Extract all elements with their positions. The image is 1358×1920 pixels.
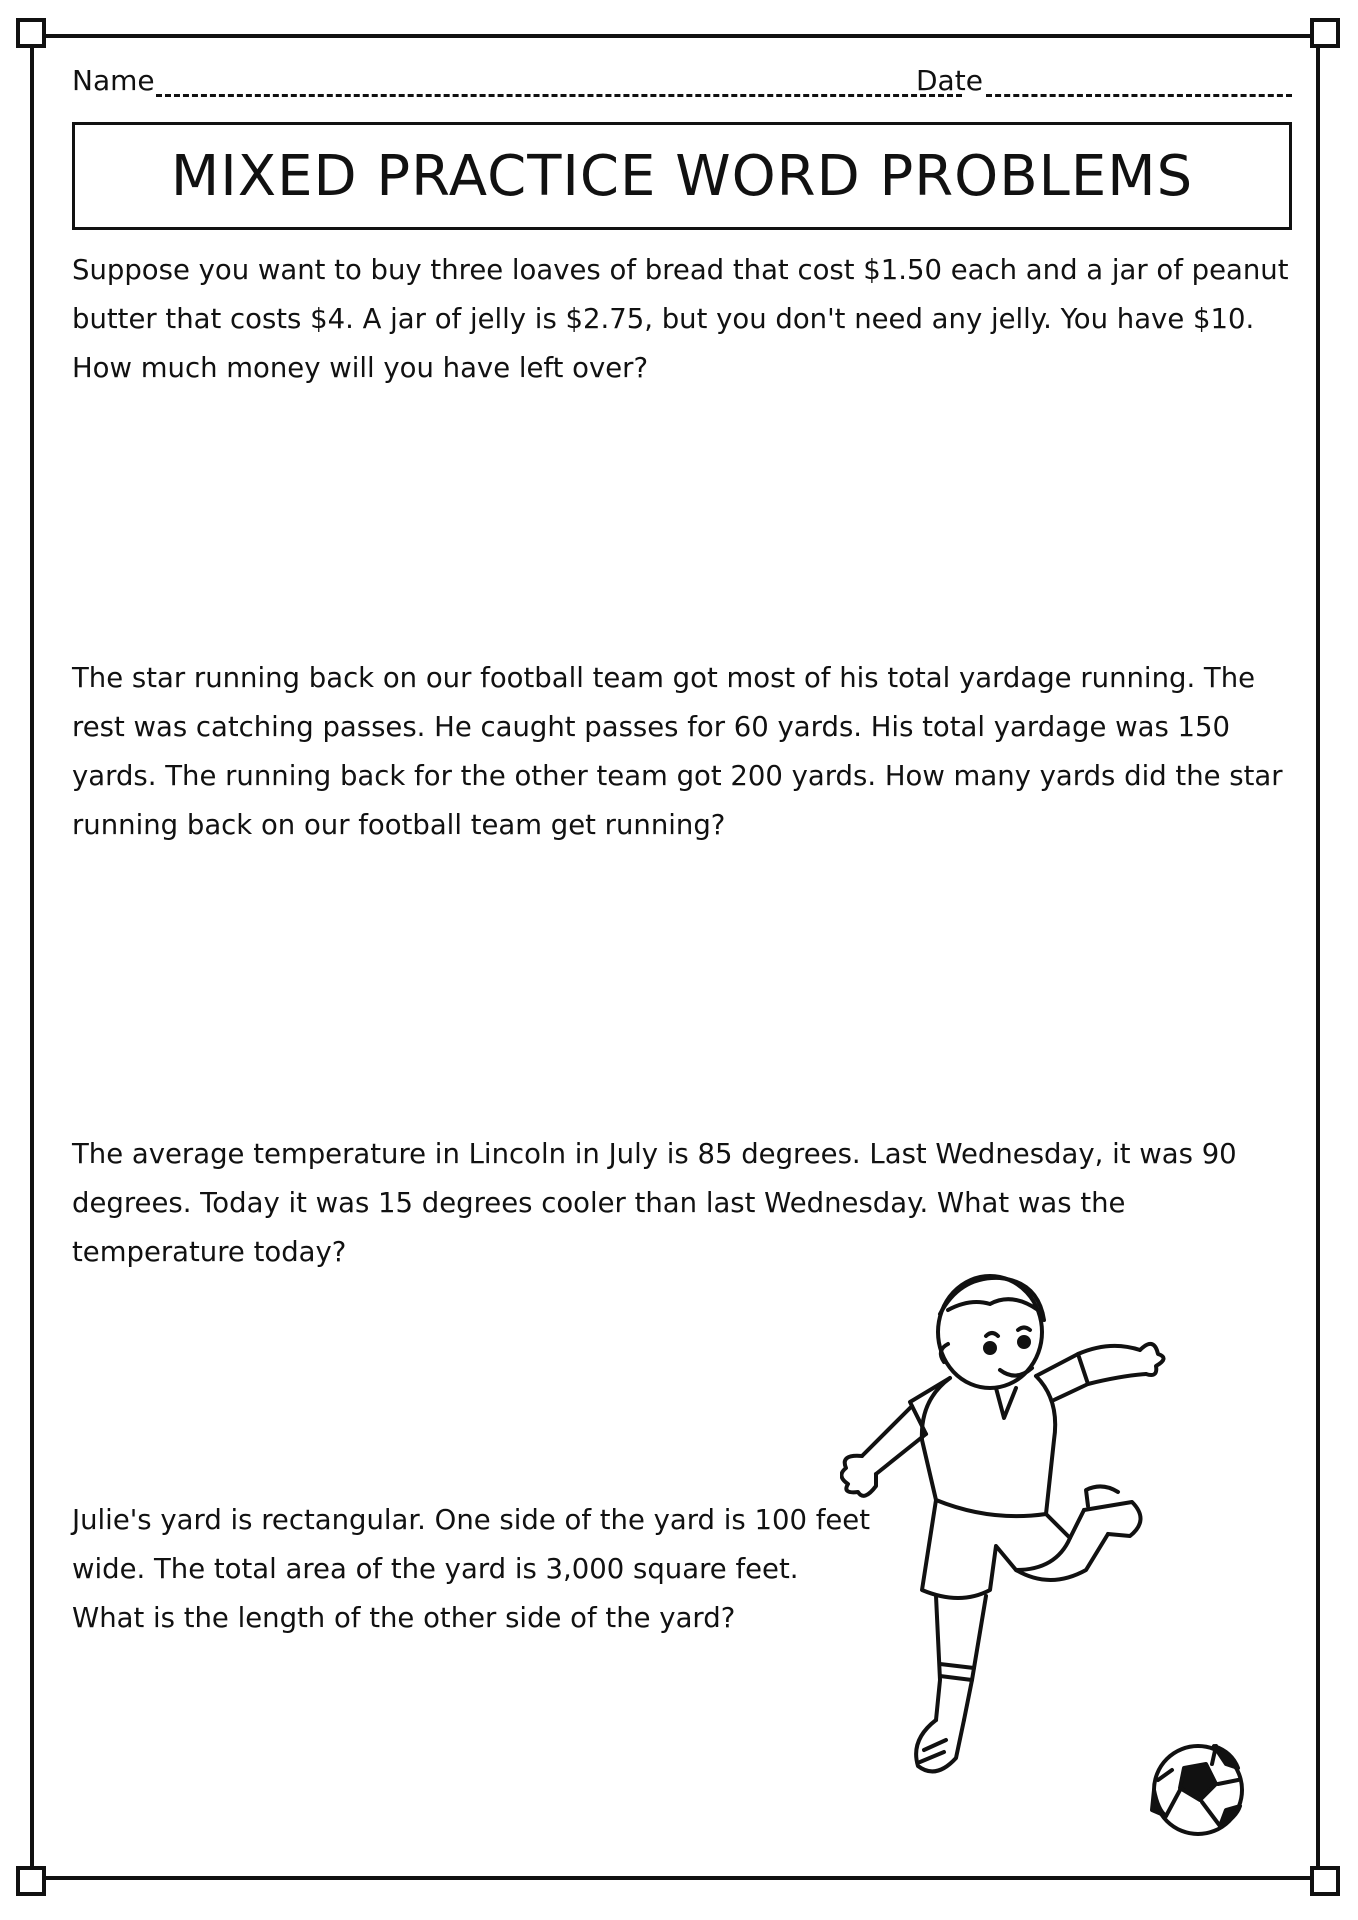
page-title: MIXED PRACTICE WORD PROBLEMS — [170, 143, 1194, 209]
soccer-player-icon — [840, 1270, 1300, 1850]
date-field[interactable] — [986, 94, 1292, 97]
corner-square-icon — [1310, 18, 1340, 48]
name-field[interactable] — [156, 94, 962, 97]
corner-square-icon — [16, 1866, 46, 1896]
date-label: Date — [916, 64, 983, 97]
word-problem: Suppose you want to buy three loaves of bread that cost $1.50 each and a jar of peanut butter that costs $4. A jar of jelly is $2.75, but you don't need any jelly. You have $10. How much money will you have left over? — [72, 254, 1289, 384]
word-problem: Julie's yard is rectangular. One side of the yard is 100 feet wide. The total area of the yard is 3,000 square feet. What is the length of the other side of the yard? — [72, 1504, 870, 1634]
corner-square-icon — [1310, 1866, 1340, 1896]
word-problem: The star running back on our football team got most of his total yardage running. The rest was catching passes. He caught passes for 60 yards. His total yardage was 150 yards. The running back for the other team got 200 yards. How many yards did the star running back on our football team get running? — [72, 662, 1283, 841]
name-label: Name — [72, 64, 155, 97]
corner-square-icon — [16, 18, 46, 48]
title-box — [72, 122, 1292, 230]
word-problem: The average temperature in Lincoln in July is 85 degrees. Last Wednesday, it was 90 degrees. Today it was 15 degrees cooler than last Wednesday. What was the temperature today? — [72, 1138, 1237, 1268]
header-row — [72, 64, 1292, 104]
